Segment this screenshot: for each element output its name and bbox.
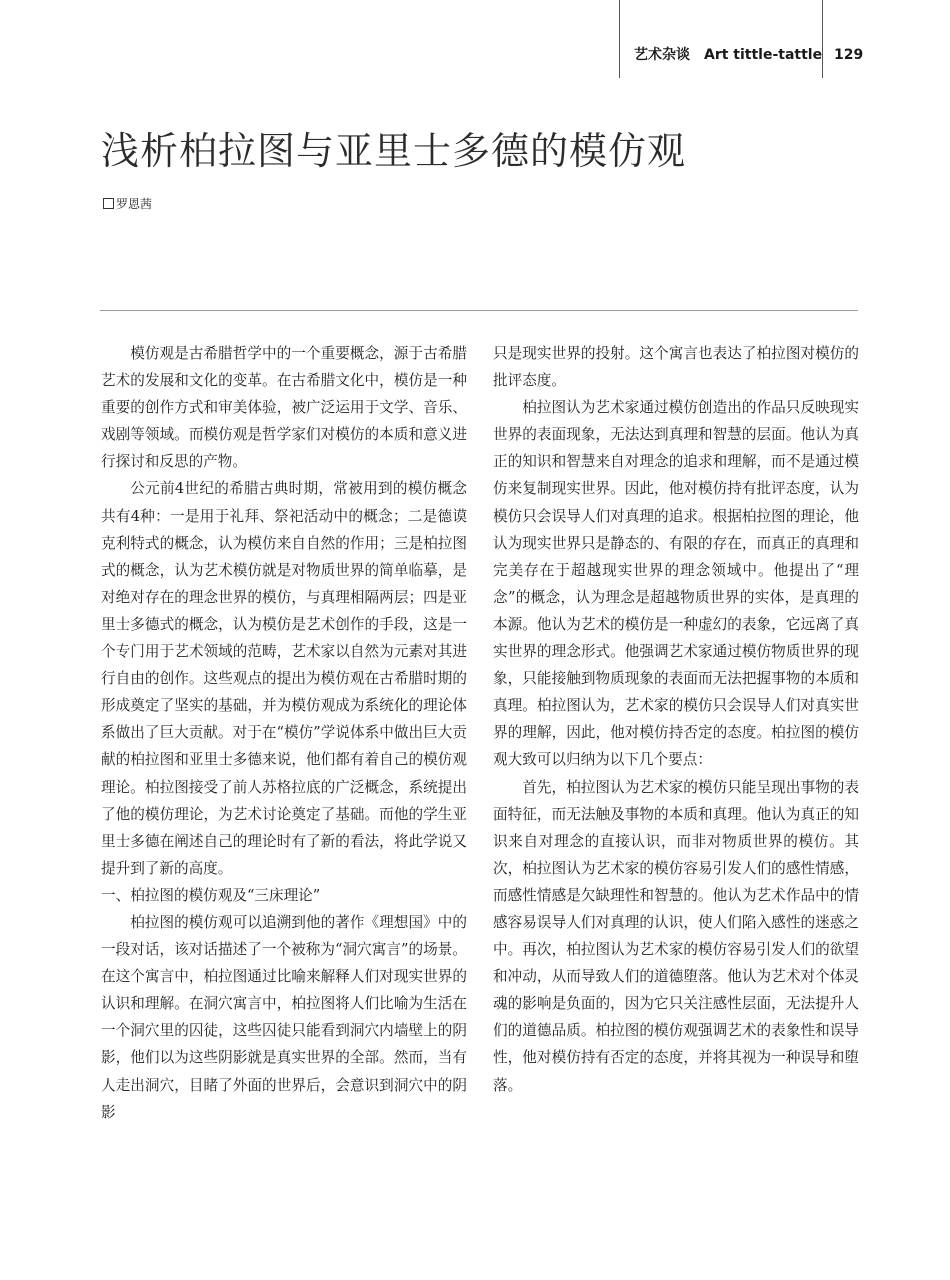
section-name-cn: 艺术杂谈 bbox=[634, 47, 690, 63]
paragraph: 柏拉图认为艺术家通过模仿创造出的作品只反映现实世界的表面现象，无法达到真理和智慧的层面。他认为真正的知识和智慧来自对理念的追求和理解，而不是通过模仿来复制现实世界。因此，他对模仿持有批评态度，认为模仿只会误导人们对真理的追求。根据柏拉图的理论，他认为现实世界只是静态的、有限的存在，而真正的真理和完美存在于超越现实世界的理念领域中。他提出了“理念”的概念，认为理念是超越物质世界的实体，是真理的本源。他认为艺术的模仿是一种虚幻的表象，它远离了真实世界的理念形式。他强调艺术家通过模仿物质世界的现象，只能接触到物质现象的表面而无法把握事物的本质和真理。柏拉图认为，艺术家的模仿只会误导人们对真实世界的理解，因此，他对模仿持否定的态度。柏拉图的模仿观大致可以归纳为以下几个要点： bbox=[493, 399, 859, 769]
author-name: 罗恩茜 bbox=[116, 197, 153, 211]
section-name-en: Art tittle-tattle bbox=[704, 47, 823, 63]
section-heading: 一、柏拉图的模仿观及“三床理论” bbox=[101, 886, 321, 904]
paragraph: 首先，柏拉图认为艺术家的模仿只能呈现出事物的表面特征，而无法触及事物的本质和真理。他认为真正的知识来自对理念的直接认识，而非对物质世界的模仿。其次，柏拉图认为艺术家的模仿容易引发人们的感性情感，而感性情感是欠缺理性和智慧的。他认为艺术作品中的情感容易误导人们对真理的认识，使人们陷入感性的迷惑之中。再次，柏拉图认为艺术家的模仿容易引发人们的欲望和冲动，从而导致人们的道德堕落。他认为艺术对个体灵魂的影响是负面的，因为它只关注感性层面，无法提升人们的道德品质。柏拉图的模仿观强调艺术的表象性和误导性，他对模仿持有否定的态度，并将其视为一种误导和堕落。 bbox=[493, 778, 859, 1094]
paragraph: 柏拉图的模仿观可以追溯到他的著作《理想国》中的一段对话，该对话描述了一个被称为“洞穴寓言”的场景。在这个寓言中，柏拉图通过比喻来解释人们对现实世界的认识和理解。在洞穴寓言中，柏拉图将人们比喻为生活在一个洞穴里的囚徒，这些囚徒只能看到洞穴内墙壁上的阴影，他们以为这些阴影就是真实世界的全部。然而，当有人走出洞穴，目睹了外面的世界后，会意识到洞穴中的阴影 bbox=[101, 913, 467, 1121]
author-line bbox=[103, 196, 152, 212]
title-divider bbox=[100, 310, 858, 311]
running-header bbox=[634, 46, 823, 64]
header-divider-left bbox=[619, 0, 620, 78]
body-column-right bbox=[493, 340, 859, 1099]
header-divider-right bbox=[822, 0, 823, 78]
page-number: 129 bbox=[834, 47, 864, 63]
paragraph: 模仿观是古希腊哲学中的一个重要概念，源于古希腊艺术的发展和文化的变革。在古希腊文化中，模仿是一种重要的创作方式和审美体验，被广泛运用于文学、音乐、戏剧等领域。而模仿观是哲学家们对模仿的本质和意义进行探讨和反思的产物。 bbox=[101, 345, 467, 471]
body-column-left bbox=[101, 340, 467, 1126]
paragraph: 公元前4世纪的希腊古典时期，常被用到的模仿概念共有4种：一是用于礼拜、祭祀活动中的概念；二是德谟克利特式的概念，认为模仿来自自然的作用；三是柏拉图式的概念，认为艺术模仿就是对物质世界的简单临摹，是对绝对存在的理念世界的模仿，与真理相隔两层；四是亚里士多德式的概念，认为模仿是艺术创作的手段，这是一个专门用于艺术领域的范畴，艺术家以自然为元素对其进行自由的创作。这些观点的提出为模仿观在古希腊时期的形成奠定了坚实的基础，并为模仿观成为系统化的理论体系做出了巨大贡献。对于在“模仿”学说体系中做出巨大贡献的柏拉图和亚里士多德来说，他们都有着自己的模仿观理论。柏拉图接受了前人苏格拉底的广泛概念，系统提出了他的模仿理论，为艺术讨论奠定了基础。而他的学生亚里士多德在阐述自己的理论时有了新的看法，将此学说又提升到了新的高度。 bbox=[101, 480, 467, 877]
author-marker-icon bbox=[103, 198, 114, 209]
paragraph: 只是现实世界的投射。这个寓言也表达了柏拉图对模仿的批评态度。 bbox=[493, 345, 859, 390]
article-title: 浅析柏拉图与亚里士多德的模仿观 bbox=[101, 129, 687, 173]
